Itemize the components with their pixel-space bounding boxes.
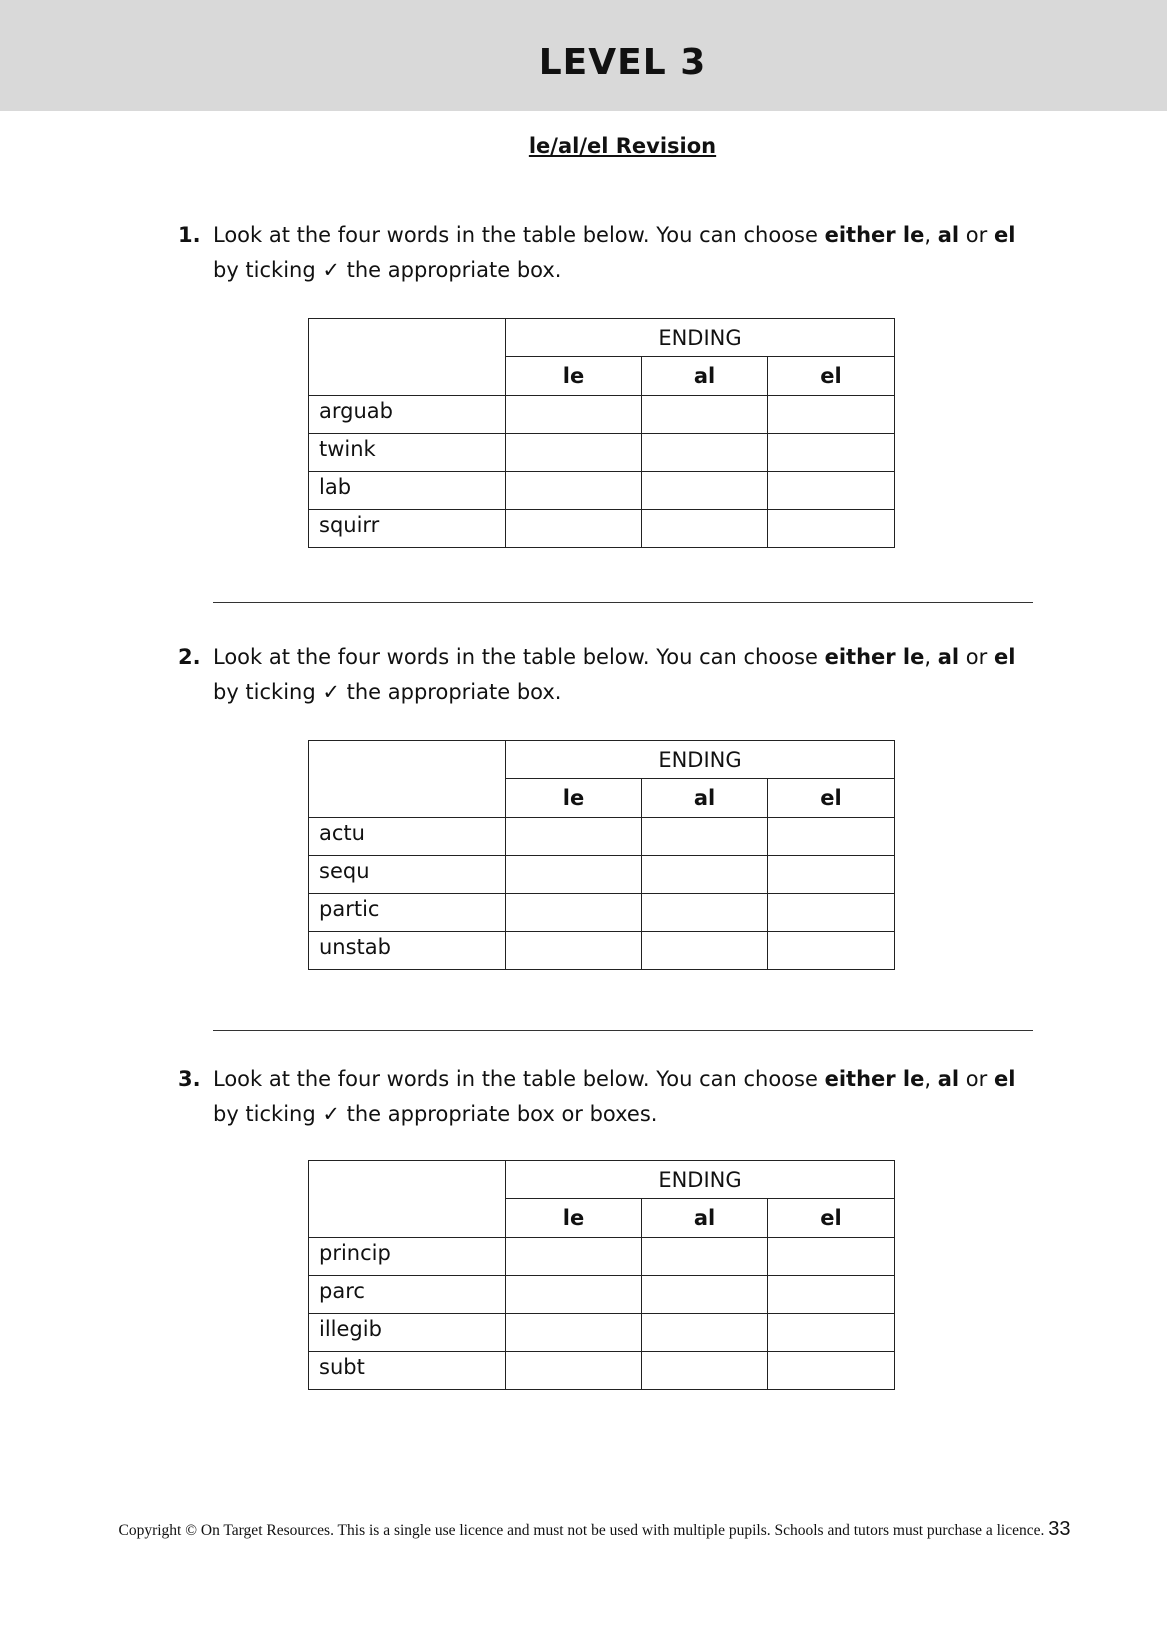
ending-table-2	[308, 740, 895, 970]
tick-box-el[interactable]	[768, 510, 895, 548]
table-row	[309, 510, 895, 548]
tick-box-le[interactable]	[506, 510, 642, 548]
separator-line	[213, 602, 1033, 603]
blank-header-cell	[309, 1161, 506, 1238]
word-cell: princip	[309, 1238, 506, 1276]
tick-box-el[interactable]	[768, 1276, 895, 1314]
question-1	[178, 218, 1028, 288]
tick-box-el[interactable]	[768, 894, 895, 932]
tick-box-al[interactable]	[642, 1238, 768, 1276]
tick-box-al[interactable]	[642, 510, 768, 548]
tick-box-al[interactable]	[642, 932, 768, 970]
tick-box-el[interactable]	[768, 932, 895, 970]
table-row	[309, 1238, 895, 1276]
tick-box-le[interactable]	[506, 1276, 642, 1314]
question-2	[178, 640, 1028, 710]
column-el: el	[768, 1199, 895, 1238]
tick-box-al[interactable]	[642, 856, 768, 894]
separator-line	[213, 1030, 1033, 1031]
question-text: Look at the four words in the table below. You can choose either le, al or el by ticking ✓ the appropriate box.	[213, 645, 1016, 704]
question-text: Look at the four words in the table below. You can choose either le, al or el by ticking ✓ the appropriate box.	[213, 223, 1016, 282]
tick-box-al[interactable]	[642, 894, 768, 932]
column-el: el	[768, 779, 895, 818]
table-row	[309, 856, 895, 894]
word-cell: arguab	[309, 396, 506, 434]
level-title: LEVEL 3	[538, 42, 707, 83]
tick-box-le[interactable]	[506, 472, 642, 510]
word-cell: unstab	[309, 932, 506, 970]
table-row	[309, 1314, 895, 1352]
question-number: 1.	[178, 223, 201, 247]
word-cell: lab	[309, 472, 506, 510]
column-le: le	[506, 357, 642, 396]
tick-box-al[interactable]	[642, 396, 768, 434]
word-cell: twink	[309, 434, 506, 472]
column-le: le	[506, 1199, 642, 1238]
tick-box-el[interactable]	[768, 818, 895, 856]
tick-box-el[interactable]	[768, 396, 895, 434]
word-cell: subt	[309, 1352, 506, 1390]
question-number: 2.	[178, 645, 201, 669]
tick-box-al[interactable]	[642, 434, 768, 472]
ending-table-3	[308, 1160, 895, 1390]
ending-header: ENDING	[506, 741, 895, 779]
word-cell: squirr	[309, 510, 506, 548]
column-el: el	[768, 357, 895, 396]
word-cell: partic	[309, 894, 506, 932]
tick-box-al[interactable]	[642, 1276, 768, 1314]
tick-box-le[interactable]	[506, 932, 642, 970]
copyright-notice: Copyright © On Target Resources. This is a single use licence and must not be used with multiple pupils. Schools and tutors must purchase a licence.	[118, 1522, 1045, 1539]
column-al: al	[642, 1199, 768, 1238]
question-text: Look at the four words in the table below. You can choose either le, al or el by ticking ✓ the appropriate box or boxes.	[213, 1067, 1016, 1126]
blank-header-cell	[309, 741, 506, 818]
tick-box-al[interactable]	[642, 1352, 768, 1390]
ending-table-1	[308, 318, 895, 548]
tick-box-el[interactable]	[768, 1238, 895, 1276]
word-cell: parc	[309, 1276, 506, 1314]
ending-header: ENDING	[506, 319, 895, 357]
tick-box-le[interactable]	[506, 1238, 642, 1276]
table-row	[309, 434, 895, 472]
table-row	[309, 472, 895, 510]
tick-box-el[interactable]	[768, 1352, 895, 1390]
tick-box-al[interactable]	[642, 818, 768, 856]
table-row	[309, 932, 895, 970]
table-row	[309, 894, 895, 932]
tick-box-al[interactable]	[642, 1314, 768, 1352]
column-al: al	[642, 779, 768, 818]
tick-box-el[interactable]	[768, 1314, 895, 1352]
tick-box-el[interactable]	[768, 856, 895, 894]
tick-box-le[interactable]	[506, 396, 642, 434]
word-cell: actu	[309, 818, 506, 856]
blank-header-cell	[309, 319, 506, 396]
word-cell: sequ	[309, 856, 506, 894]
tick-box-al[interactable]	[642, 472, 768, 510]
page-number: 33	[1048, 1518, 1071, 1540]
table-row	[309, 1352, 895, 1390]
worksheet-subtitle: le/al/el Revision	[528, 134, 717, 158]
table-row	[309, 396, 895, 434]
question-number: 3.	[178, 1067, 201, 1091]
tick-box-le[interactable]	[506, 434, 642, 472]
column-le: le	[506, 779, 642, 818]
tick-box-el[interactable]	[768, 434, 895, 472]
question-3	[178, 1062, 1028, 1132]
table-row	[309, 1276, 895, 1314]
column-al: al	[642, 357, 768, 396]
ending-header: ENDING	[506, 1161, 895, 1199]
tick-box-le[interactable]	[506, 894, 642, 932]
tick-box-le[interactable]	[506, 856, 642, 894]
table-row	[309, 818, 895, 856]
tick-box-le[interactable]	[506, 818, 642, 856]
tick-box-le[interactable]	[506, 1352, 642, 1390]
footer	[0, 1518, 1167, 1541]
tick-box-el[interactable]	[768, 472, 895, 510]
word-cell: illegib	[309, 1314, 506, 1352]
tick-box-le[interactable]	[506, 1314, 642, 1352]
